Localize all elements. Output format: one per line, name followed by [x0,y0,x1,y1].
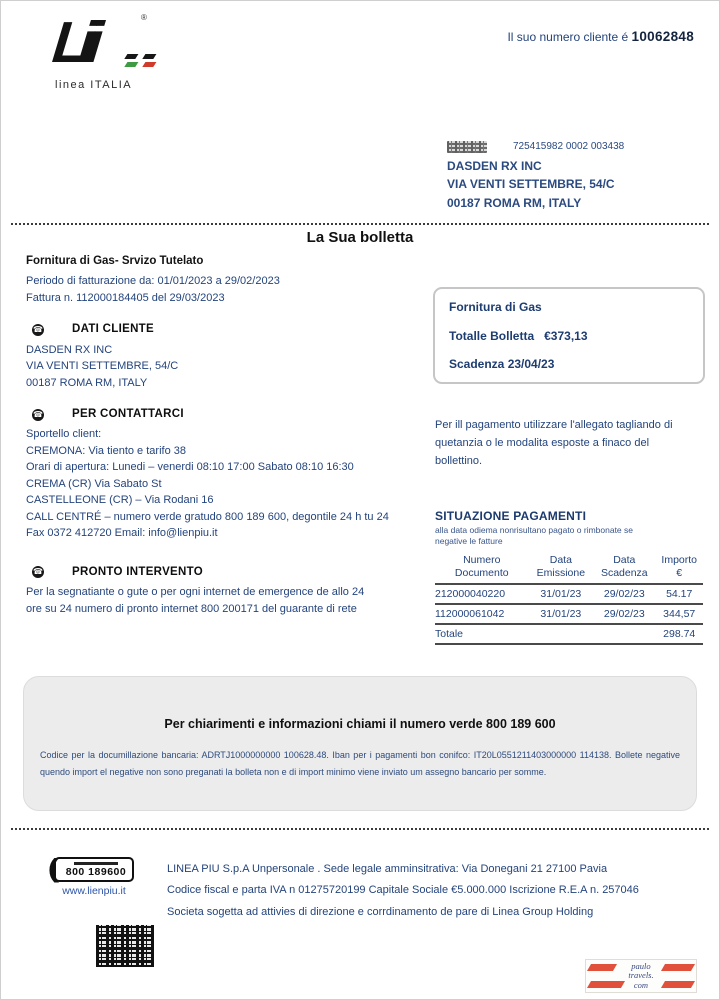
summary-total-line [449,329,689,343]
left-column [26,253,431,617]
tiny-label-bar [74,862,118,865]
legal-line: Societa sogetta ad attivies di direzione e corrdinamento de pare di Linea Group Holding [167,905,594,918]
pronto-lines [26,584,431,617]
qr-code-icon [96,925,154,967]
red-dash-icon [143,62,157,67]
summary-due-date: Scadenza 23/04/23 [449,357,555,371]
watermark-line: travels. [628,970,654,981]
section-per-contattarci [26,406,431,542]
postal-barcode-icon [447,141,487,153]
summary-supply-type: Fornitura di Gas [449,300,542,314]
doc-number-cell: 112000061042 [435,604,529,624]
billing-period: Periodo di fatturazione da: 01/01/2023 a 29/02/2023 [26,275,280,288]
doc-number-cell: 212000040220 [435,584,529,604]
linea-italia-logo [49,10,163,99]
section-title: PRONTO INTERVENTO [72,565,203,578]
green-number-headline: Per chiarimenti e informazioni chiami il numero verde 800 189 600 [164,717,556,731]
section-title: PER CONTATTARCI [72,408,184,420]
header-line: Numero [463,554,501,567]
total-amount: €373,13 [544,328,588,343]
phone-icon: ☎ [33,324,43,334]
red-stripe-icon [587,964,617,971]
section-header [26,564,431,581]
numero-verde-block [39,853,149,897]
client-number-value: 10062848 [631,29,694,44]
column-header [435,553,529,584]
header-line: Data [549,554,572,567]
total-amount-cell: 298.74 [655,624,703,644]
red-stripe-icon [587,981,625,988]
client-street: VIA VENTI SETTEMBRE, 54/C [26,360,179,372]
client-number-label: Il suo numero cliente é [507,30,632,44]
client-name: DASDEN RX INC [26,343,113,356]
dotted-separator-top [11,223,709,225]
table-row [435,604,703,624]
numero-verde-badge [47,853,134,883]
due-date-cell: 29/02/23 [593,604,655,624]
payment-instructions: Per ill pagamento utilizzare l'allegato tagliando di quetanzia o le modalita esposte a finaco del bollettino. [435,419,673,468]
info-callout-box [23,676,697,811]
contact-line: CALL CENTRÉ – numero verde gratudo 800 189 600, degontile 24 h tu 24 [26,510,389,523]
logo-lii-glyph: Lii [49,10,98,75]
invoice-number: Fattura n. 112000184405 del 29/03/2023 [26,291,225,304]
red-stripe-icon [661,981,695,988]
due-date-cell: 29/02/23 [593,584,655,604]
empty-cell [529,624,594,644]
issue-date-cell: 31/01/23 [529,604,594,624]
issue-date-cell: 31/01/23 [529,584,594,604]
legal-line: Codice fiscal e parta IVA n 01275720199 Capitale Sociale €5.000.000 Iscrizione R.E.A n. 257046 [167,884,639,897]
phone-handset-icon: ( [47,853,59,883]
bank-details-text: Codice per la documillazione bancaria: ADRTJ1000000000 100628.48. Iban per i pagamenti bon conifco: IT20L0551211403000000 114138. Bollete negative quendo import el negative non sono preganati la bolleta non e di import minimo viene inviato um assegno bancario per somme. [40,750,680,778]
amount-cell: 344,57 [655,604,703,624]
website-url: www.lienpiu.it [62,885,126,897]
paulo-travels-watermark [585,959,697,993]
payments-subtitle: alla data odiema nonrisultano pagato o rimbonate se negative le fatture [435,525,633,547]
recipient-name: DASDEN RX INC [447,158,542,173]
table-total-row [435,624,703,644]
green-dash-icon [124,62,138,67]
registered-trademark-icon: ® [141,13,147,22]
payments-section [435,509,703,645]
column-header [593,553,655,584]
table-row [435,584,703,604]
contact-line: Sportello client: [26,428,102,441]
header-line: Emissione [536,567,586,580]
red-stripe-icon [661,964,695,971]
empty-cell [593,624,655,644]
section-pronto-intervento [26,564,431,617]
contatti-lines [26,426,431,542]
total-label: Totalle Bolletta [449,328,535,343]
contact-line: CREMONA: Via tiento e tarifo 38 [26,444,186,457]
phone-icon: ☎ [33,409,43,419]
payments-table [435,553,703,645]
header-line: Importo [661,554,698,567]
watermark-line: com [633,979,649,990]
company-legal-text [167,859,707,923]
header-line: Documento [454,567,509,580]
contact-line: Fax 0372 412720 Email: info@lienpiu.it [26,527,218,540]
client-number-line [507,29,694,44]
section-header [26,406,431,423]
postal-code-line [447,139,707,155]
amount-cell: 54.17 [655,584,703,604]
watermark-text [628,962,653,990]
dotted-separator-bottom [11,828,709,830]
logo-mark [49,10,163,77]
phone-icon: ☎ [33,567,43,577]
section-title: DATI CLIENTE [72,323,154,336]
contact-line: CREMA (CR) Via Sabato St [26,477,162,490]
contact-line: Orari di apertura: Lunedi – venerdi 08:10 17:00 Sabato 08:10 16:30 [26,461,354,474]
bill-summary-box [433,287,705,384]
page-title: La Sua bolletta [306,229,414,246]
section-dati-cliente [26,321,431,391]
recipient-address-block [447,139,707,212]
legal-line: LINEA PIU S.p.A Unpersonale . Sede legale amminsitrativa: Via Donegani 21 27100 Pavia [167,863,608,875]
column-header [655,553,703,584]
total-label-cell: Totale [435,624,529,644]
green-phone-number: 800 189600 [65,866,127,878]
logo-flag-dashes [123,53,155,71]
emergency-line: Per la segnatiante o gute o per ogni internet de emergence de allo 24 [26,586,365,598]
dati-cliente-lines [26,342,431,392]
emergency-line: ore su 24 numero di pronto internet 800 200171 del guarante di rete [26,602,357,615]
header-line: Scadenza [600,567,648,580]
column-header [529,553,594,584]
recipient-street: VIA VENTI SETTEMBRE, 54/C [447,177,615,192]
section-header [26,321,431,338]
postal-reference-number: 725415982 0002 003438 [513,141,625,152]
recipient-city: 00187 ROMA RM, ITALY [447,195,582,210]
header-line: Data [613,554,636,567]
watermark-line: paulo [631,960,651,971]
payments-heading: SITUAZIONE PAGAMENTI [435,509,587,523]
header-line: € [676,567,683,580]
contact-line: CASTELLEONE (CR) – Via Rodani 16 [26,494,214,507]
logo-caption: linea ITALIA [55,79,133,91]
supply-title: Fornitura di Gas- Srvizo Tutelato [26,255,204,267]
client-city: 00187 ROMA RM, ITALY [26,376,148,389]
table-header-row [435,553,703,584]
